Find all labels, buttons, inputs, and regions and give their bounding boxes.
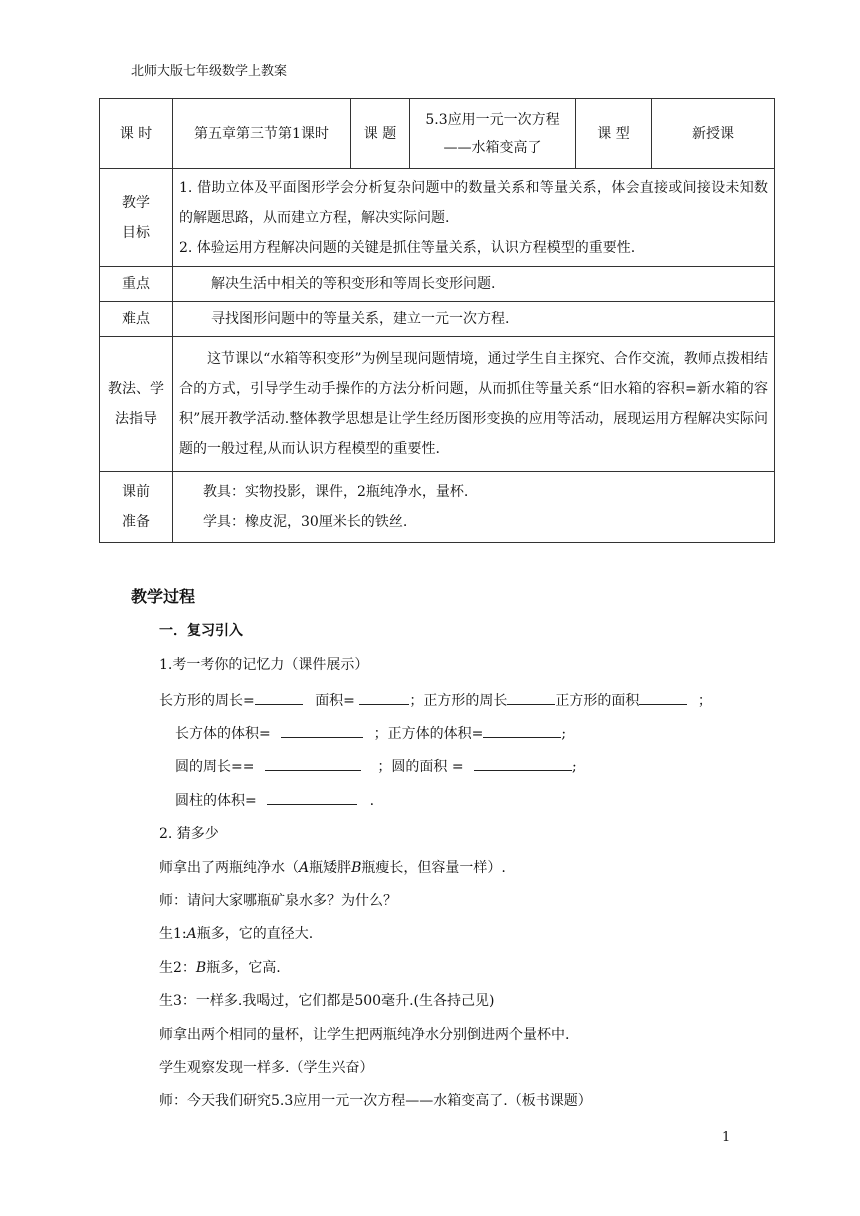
objectives-label <box>100 169 173 267</box>
method-text <box>173 337 775 472</box>
table-row <box>100 267 775 302</box>
bottle-b: B <box>195 960 207 976</box>
lesson-plan-table <box>99 98 775 543</box>
square-perimeter-label: ；正方形的周长 <box>409 693 508 709</box>
table-row <box>100 99 775 169</box>
dialog-text: 生2： <box>159 960 196 976</box>
answer-blank[interactable] <box>267 790 357 805</box>
method-label <box>100 337 173 472</box>
table-row <box>100 302 775 337</box>
separator: ； <box>697 693 712 709</box>
rect-perimeter-label: 长方形的周长= <box>159 693 255 709</box>
type-label: 课 型 <box>576 99 652 169</box>
objectives-text <box>173 169 775 267</box>
topic-value <box>410 99 576 169</box>
circle-circumference-label: 圆的周长== <box>175 759 255 775</box>
period-label: 课 时 <box>100 99 173 169</box>
dialog-text: 瓶多，它高. <box>206 960 281 976</box>
formula-line-2 <box>175 723 566 743</box>
formula-line-3 <box>175 756 577 776</box>
objectives-label-2: 目标 <box>122 224 150 241</box>
circle-area-label: ；圆的面积 = <box>377 759 464 775</box>
key-point-label: 重点 <box>100 267 173 302</box>
cylinder-volume-label: 圆柱的体积= <box>175 793 257 809</box>
dialog-line: 师：今天我们研究5.3应用一元一次方程——水箱变高了.（板书课题） <box>159 1093 592 1109</box>
answer-blank[interactable] <box>507 690 555 705</box>
objective-1: 1. 借助立体及平面图形学会分析复杂问题中的数量关系和等量关系，体会直接或间接设未知数的解题思路，从而建立方程，解决实际问题. <box>179 179 768 226</box>
item-1-title: 1.考一考你的记忆力（课件展示） <box>159 657 369 673</box>
dialog-text: 生1: <box>159 926 187 942</box>
bottle-a: A <box>186 926 197 942</box>
answer-blank[interactable] <box>281 723 363 738</box>
method-label-1: 教法、学 <box>108 381 164 397</box>
topic-label: 课 题 <box>351 99 410 169</box>
objectives-label-1: 教学 <box>122 194 150 211</box>
dialog-line <box>159 923 313 943</box>
type-value: 新授课 <box>652 99 775 169</box>
bottle-a: A <box>299 860 310 876</box>
answer-blank[interactable] <box>639 690 687 705</box>
prep-teacher: 教具：实物投影，课件，2瓶纯净水，量杯. <box>203 484 469 500</box>
prep-text <box>173 472 775 543</box>
subsection-title: 一．复习引入 <box>159 623 243 639</box>
key-point-text <box>173 267 775 302</box>
method-paragraph: 这节课以“水箱等积变形”为例呈现问题情境，通过学生自主探究、合作交流，教师点拨相结合的方式，引导学生动手操作的方法分析问题，从而抓住等量关系“旧水箱的容积=新水箱的容积”展开教学活动.整体教学思想是让学生经历图形变换的应用等活动，展现运用方程解决实际问题的一般过程,从而认识方程模型的重要性. <box>179 351 768 457</box>
section-title: 教学过程 <box>131 587 196 606</box>
dialog-text: 瓶瘦长，但容量一样）. <box>361 860 506 876</box>
topic-line-1: 5.3应用一元一次方程 <box>425 111 560 128</box>
rect-area-label: 面积= <box>315 693 355 709</box>
separator: ; <box>561 726 567 742</box>
topic-line-2: ——水箱变高了 <box>443 139 542 156</box>
page-number: 1 <box>722 1130 731 1145</box>
prep-student: 学具：橡皮泥，30厘米长的铁丝. <box>203 514 408 530</box>
prep-label-2: 准备 <box>122 514 150 530</box>
answer-blank[interactable] <box>255 690 303 705</box>
separator: ; <box>572 759 577 775</box>
cube-volume-label: ；正方体的体积= <box>373 726 484 742</box>
cuboid-volume-label: 长方体的体积= <box>175 726 271 742</box>
bottle-b: B <box>351 860 362 876</box>
table-row <box>100 169 775 267</box>
running-header: 北师大版七年级数学上教案 <box>131 64 288 79</box>
item-2-title: 2. 猜多少 <box>159 826 219 842</box>
answer-blank[interactable] <box>474 756 572 771</box>
dialog-line <box>159 857 506 877</box>
table-row <box>100 472 775 543</box>
square-area-label: 正方形的面积 <box>555 693 640 709</box>
answer-blank[interactable] <box>359 690 409 705</box>
dialog-text: 师拿出了两瓶纯净水（ <box>159 860 299 876</box>
dialog-line: 生3：一样多.我喝过，它们都是500毫升.(生各持己见) <box>159 993 495 1009</box>
answer-blank[interactable] <box>265 756 361 771</box>
dialog-line <box>159 957 281 977</box>
difficulty-value: 寻找图形问题中的等量关系，建立一元一次方程. <box>211 311 510 327</box>
dialog-line: 学生观察发现一样多.（学生兴奋） <box>159 1060 374 1076</box>
key-point-value: 解决生活中相关的等积变形和等周长变形问题. <box>211 276 496 292</box>
dialog-line: 师拿出两个相同的量杯，让学生把两瓶纯净水分别倒进两个量杯中. <box>159 1027 570 1043</box>
prep-label-1: 课前 <box>122 484 150 500</box>
period-value: 第五章第三节第1课时 <box>173 99 351 169</box>
method-label-2: 法指导 <box>115 411 157 427</box>
difficulty-label: 难点 <box>100 302 173 337</box>
dialog-text: 瓶矮胖 <box>309 860 352 876</box>
objective-2: 2. 体验运用方程解决问题的关键是抓住等量关系，认识方程模型的重要性. <box>179 239 636 256</box>
dialog-line: 师：请问大家哪瓶矿泉水多？为什么？ <box>159 893 397 909</box>
separator: . <box>369 793 375 809</box>
formula-line-1 <box>159 690 712 710</box>
difficulty-text <box>173 302 775 337</box>
table-row <box>100 337 775 472</box>
prep-label <box>100 472 173 543</box>
answer-blank[interactable] <box>483 723 561 738</box>
dialog-text: 瓶多，它的直径大. <box>196 926 314 942</box>
formula-line-4 <box>175 790 374 810</box>
